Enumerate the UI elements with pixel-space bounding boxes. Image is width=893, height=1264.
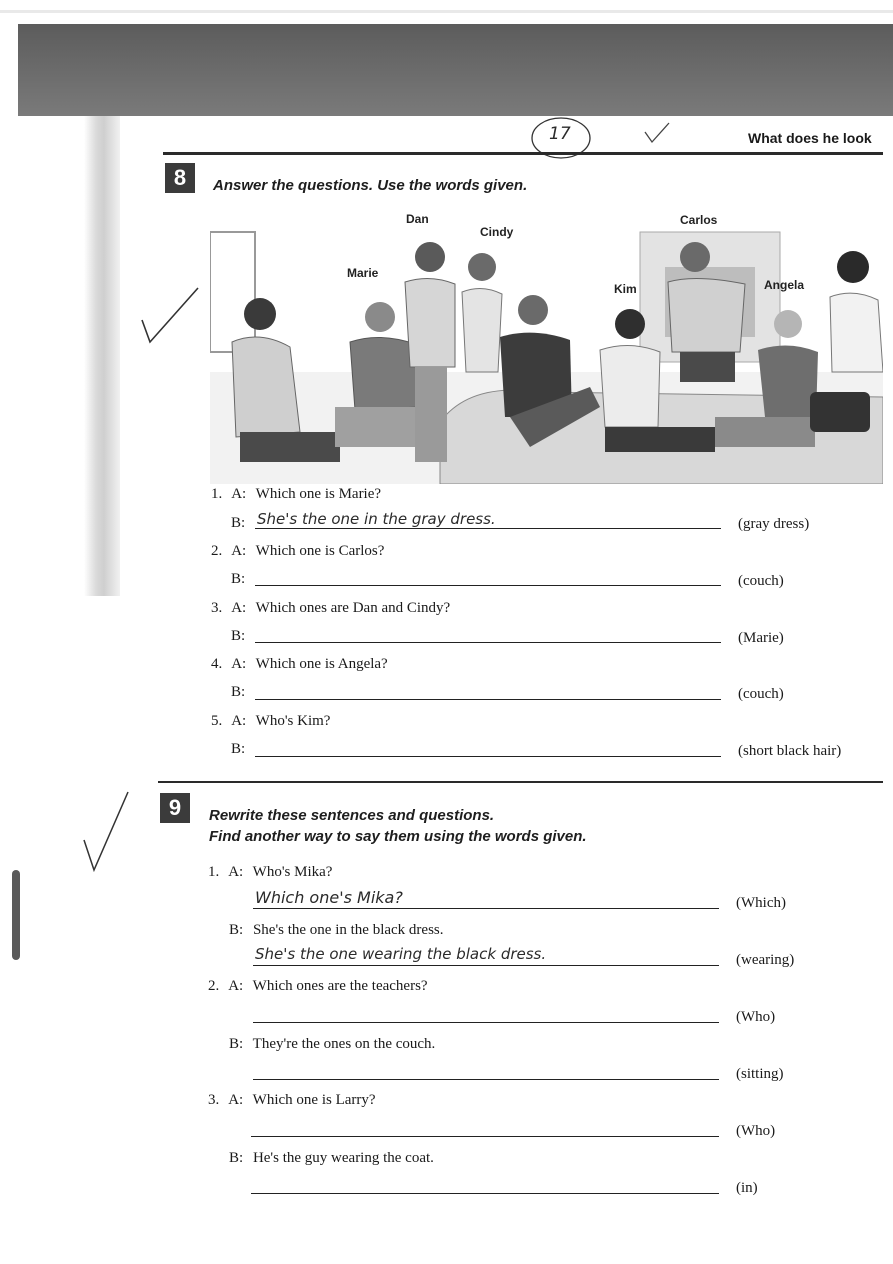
illustration-label-carlos: Carlos xyxy=(680,213,718,227)
sentence-text: He's the guy wearing the coat. xyxy=(252,1150,434,1166)
answer-line[interactable] xyxy=(253,965,719,966)
item-number: 2. xyxy=(211,543,223,559)
checkmark-icon xyxy=(78,788,134,874)
sentence-text: Which ones are the teachers? xyxy=(252,978,428,994)
s8-item-2-question-row xyxy=(211,542,384,560)
scan-edge-shadow xyxy=(12,870,20,960)
hint-word: (wearing) xyxy=(736,952,795,968)
checkmark-icon xyxy=(642,120,672,146)
answer-line[interactable] xyxy=(255,756,721,757)
item-number: 1. xyxy=(208,864,220,880)
speaker-b-label: B: xyxy=(229,922,244,938)
item-number: 5. xyxy=(211,713,223,729)
answer-line[interactable] xyxy=(251,1193,719,1194)
speaker-a-label: A: xyxy=(231,486,247,502)
speaker-a-label: A: xyxy=(228,864,244,880)
speaker-a-label: A: xyxy=(231,543,247,559)
answer-line[interactable] xyxy=(255,585,721,586)
hint-word: (couch) xyxy=(738,686,784,702)
party-illustration xyxy=(210,222,883,484)
checkmark-icon xyxy=(136,282,204,348)
answer-line[interactable] xyxy=(255,642,721,643)
speaker-a-label: A: xyxy=(231,656,247,672)
hint-word: (couch) xyxy=(738,573,784,589)
section-divider xyxy=(158,781,883,783)
s9-item-3-a-row xyxy=(208,1091,376,1109)
hint-word: (gray dress) xyxy=(738,516,810,532)
speaker-b-label: B: xyxy=(231,571,246,587)
answer-line[interactable] xyxy=(255,528,721,529)
header-rule xyxy=(163,152,883,155)
hint-word: (Who) xyxy=(736,1123,776,1139)
speaker-a-label: A: xyxy=(231,600,247,616)
item-number: 3. xyxy=(208,1092,220,1108)
s9-item-2-b-row xyxy=(229,1035,435,1053)
s8-item-1-question-row xyxy=(211,485,381,503)
handwritten-answer: She's the one wearing the black dress. xyxy=(255,945,547,963)
speaker-b-label: B: xyxy=(231,515,246,531)
speaker-b-label: B: xyxy=(231,684,246,700)
speaker-b-label: B: xyxy=(231,741,246,757)
scan-dark-band xyxy=(18,24,893,116)
answer-line[interactable] xyxy=(255,699,721,700)
handwritten-answer: She's the one in the gray dress. xyxy=(257,510,496,528)
s9-item-2-a-row xyxy=(208,977,428,995)
illustration-label-cindy: Cindy xyxy=(480,225,514,239)
s9-item-1-b-row xyxy=(229,921,444,939)
question-text: Which one is Carlos? xyxy=(255,543,385,559)
speaker-b-label: B: xyxy=(231,628,246,644)
speaker-b-label: B: xyxy=(229,1150,244,1166)
scan-top-edge xyxy=(0,10,893,13)
item-number: 3. xyxy=(211,600,223,616)
sentence-text: Who's Mika? xyxy=(252,864,333,880)
section-9-instruction-line2: Find another way to say them using the words given. xyxy=(209,828,587,845)
book-spine-shadow xyxy=(84,116,120,596)
question-text: Which ones are Dan and Cindy? xyxy=(255,600,451,616)
hint-word: (short black hair) xyxy=(738,743,842,759)
speaker-b-label: B: xyxy=(229,1036,244,1052)
illustration-label-dan: Dan xyxy=(406,212,429,226)
s9-item-3-b-row xyxy=(229,1149,434,1167)
speaker-a-label: A: xyxy=(228,1092,244,1108)
sentence-text: Which one is Larry? xyxy=(252,1092,376,1108)
illustration-label-kim: Kim xyxy=(614,282,637,296)
speaker-a-label: A: xyxy=(231,713,247,729)
s8-item-3-question-row xyxy=(211,599,450,617)
section-8-instruction: Answer the questions. Use the words given. xyxy=(213,177,528,194)
question-text: Which one is Marie? xyxy=(255,486,382,502)
illustration-label-angela: Angela xyxy=(764,278,805,292)
section-8-number: 8 xyxy=(165,163,195,193)
hint-word: (Marie) xyxy=(738,630,784,646)
s9-item-1-a-row xyxy=(208,863,332,881)
answer-line[interactable] xyxy=(251,1136,719,1137)
item-number: 2. xyxy=(208,978,220,994)
question-text: Which one is Angela? xyxy=(255,656,388,672)
item-number: 1. xyxy=(211,486,223,502)
item-number: 4. xyxy=(211,656,223,672)
s8-item-5-question-row xyxy=(211,712,330,730)
hint-word: (sitting) xyxy=(736,1066,784,1082)
sentence-text: They're the ones on the couch. xyxy=(252,1036,436,1052)
speaker-a-label: A: xyxy=(228,978,244,994)
page-header-title: What does he look xyxy=(748,130,872,146)
section-9-number: 9 xyxy=(160,793,190,823)
answer-line[interactable] xyxy=(253,1022,719,1023)
hint-word: (Who) xyxy=(736,1009,776,1025)
sentence-text: She's the one in the black dress. xyxy=(252,922,444,938)
handwritten-answer: Which one's Mika? xyxy=(255,888,403,907)
s8-item-4-question-row xyxy=(211,655,388,673)
handwritten-score: 17 xyxy=(549,124,571,144)
hint-word: (Which) xyxy=(736,895,786,911)
question-text: Who's Kim? xyxy=(255,713,331,729)
hint-word: (in) xyxy=(736,1180,758,1196)
section-9-instruction-line1: Rewrite these sentences and questions. xyxy=(209,807,495,824)
answer-line[interactable] xyxy=(253,1079,719,1080)
answer-line[interactable] xyxy=(253,908,719,909)
illustration-label-marie: Marie xyxy=(347,266,379,280)
